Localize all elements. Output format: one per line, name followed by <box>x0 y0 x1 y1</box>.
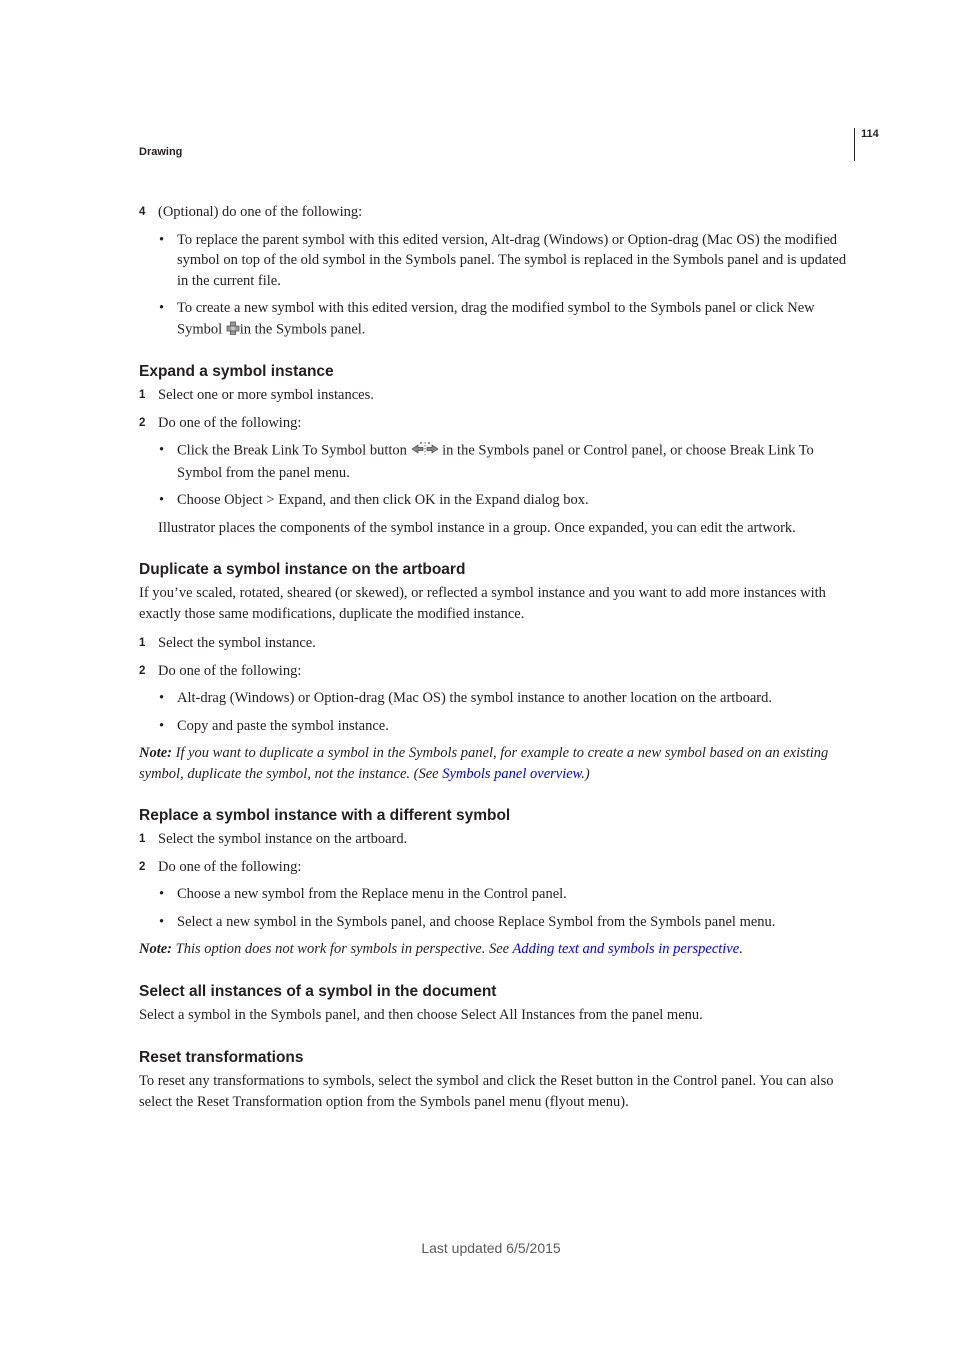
heading-expand: Expand a symbol instance <box>139 363 334 380</box>
bullet-text: Alt-drag (Windows) or Option-drag (Mac OS) the symbol instance to another location on the artboard. <box>177 690 772 706</box>
note-text: If you want to duplicate a symbol in the Symbols panel, for example to create a new symbol based on an existing symbol, duplicate the symbol, not the instance. (See <box>139 745 829 782</box>
note <box>139 939 851 960</box>
step-4 <box>139 202 851 223</box>
bullet-text: Copy and paste the symbol instance. <box>177 717 389 734</box>
step-number: 1 <box>139 833 146 845</box>
step-number: 1 <box>139 389 146 401</box>
step-text: Select the symbol instance on the artboard. <box>158 831 408 847</box>
step-number: 2 <box>139 860 146 873</box>
list-item <box>139 298 851 341</box>
step-number: 1 <box>139 637 146 649</box>
bullet-text: Click the Break Link To Symbol button <box>177 442 411 459</box>
page-number: 114 <box>861 128 879 140</box>
paragraph: If you’ve scaled, rotated, sheared (or skewed), or reflected a symbol instance and you want to add more instances with exactly those same modifications, duplicate the modified instance. <box>139 585 826 622</box>
list-item <box>139 912 851 933</box>
step-1 <box>139 829 851 850</box>
bullet-marker: • <box>159 300 165 316</box>
step-1 <box>139 633 851 654</box>
step-2 <box>139 413 851 434</box>
footer <box>0 1240 954 1256</box>
header-rule <box>854 128 855 161</box>
list-item <box>139 230 851 292</box>
step-2 <box>139 857 851 878</box>
bullet-text: Choose a new symbol from the Replace menu in the Control panel. <box>177 886 567 902</box>
step-number: 4 <box>139 206 146 218</box>
note-text: This option does not work for symbols in perspective. See <box>172 941 513 957</box>
list-item <box>139 884 851 905</box>
bullet-text-end: in the Symbols panel. <box>239 321 366 338</box>
bullet-marker: • <box>159 231 165 248</box>
bullet-text-end: in the Symbols panel or Control panel, or choose Break Link To Symbol from the panel menu. <box>177 442 814 481</box>
new-symbol-icon <box>226 319 240 342</box>
last-updated: Last updated 6/5/2015 <box>421 1240 561 1256</box>
bullet-marker: • <box>159 717 165 734</box>
list-item <box>139 688 851 709</box>
note-label: Note: <box>139 941 173 957</box>
paragraph: Select a symbol in the Symbols panel, and then choose Select All Instances from the panel menu. <box>139 1006 703 1023</box>
step-text: (Optional) do one of the following: <box>158 204 363 220</box>
list-item <box>139 490 851 511</box>
step-text: Select one or more symbol instances. <box>158 387 374 403</box>
note <box>139 743 851 784</box>
bullet-marker: • <box>159 492 165 508</box>
bullet-text: Choose Object > Expand, and then click OK in the Expand dialog box. <box>177 492 589 508</box>
paragraph: To reset any transformations to symbols, select the symbol and click the Reset button in the Control panel. You can also select the Reset Transformation option from the Symbols panel menu (flyout menu). <box>139 1073 834 1110</box>
step-number: 2 <box>139 664 146 677</box>
bullet-text: To replace the parent symbol with this edited version, Alt-drag (Windows) or Option-drag (Mac OS) the modified symbol on top of the old symbol in the Symbols panel. The symbol is replaced in the Symbols panel and is updated in the current file. <box>177 231 847 289</box>
step-text: Select the symbol instance. <box>158 635 316 651</box>
break-link-icon <box>411 440 439 463</box>
list-item <box>139 716 851 737</box>
list-item <box>139 440 851 483</box>
bullet-text: Select a new symbol in the Symbols panel, and choose Replace Symbol from the Symbols panel menu. <box>177 913 776 930</box>
page-content <box>139 202 851 1112</box>
symbols-panel-overview-link[interactable]: Symbols panel overview <box>442 765 582 782</box>
heading-reset: Reset transformations <box>139 1049 304 1066</box>
bullet-marker: • <box>159 913 165 930</box>
step-number: 2 <box>139 416 146 429</box>
heading-select-all: Select all instances of a symbol in the document <box>139 982 497 1000</box>
step-2 <box>139 661 851 682</box>
running-header-section: Drawing <box>139 146 183 158</box>
note-end: .) <box>581 765 590 782</box>
paragraph: Illustrator places the components of the symbol instance in a group. Once expanded, you can edit the artwork. <box>158 519 796 536</box>
note-end: . <box>739 941 743 957</box>
bullet-marker: • <box>159 886 165 902</box>
bullet-marker: • <box>159 690 165 706</box>
bullet-text: To create a new symbol with this edited version, drag the modified symbol to the Symbols panel or click New Symbol <box>177 300 815 338</box>
adding-text-symbols-perspective-link[interactable]: Adding text and symbols in perspective <box>512 941 740 957</box>
note-label: Note: <box>139 745 173 761</box>
step-text: Do one of the following: <box>158 662 302 679</box>
step-text: Do one of the following: <box>158 414 302 431</box>
bullet-marker: • <box>159 442 165 458</box>
step-text: Do one of the following: <box>158 858 302 875</box>
step-1 <box>139 385 851 406</box>
heading-duplicate: Duplicate a symbol instance on the artboard <box>139 561 466 578</box>
heading-replace: Replace a symbol instance with a different symbol <box>139 807 511 824</box>
